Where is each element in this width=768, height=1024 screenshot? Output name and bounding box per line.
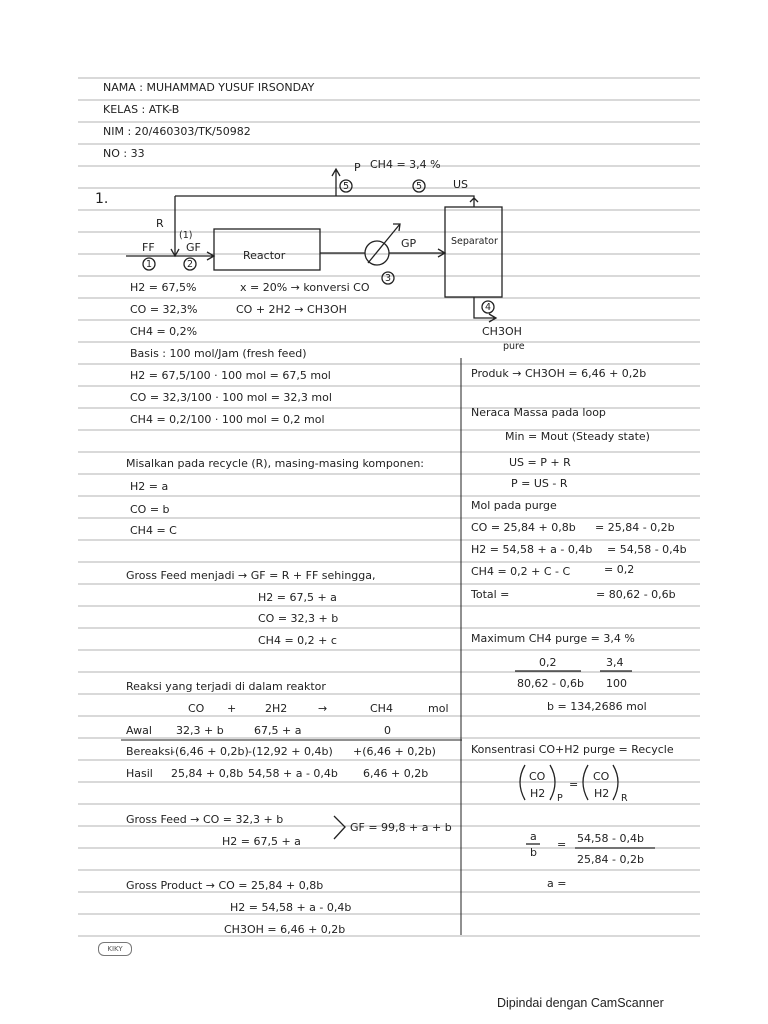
reaction-equation: CO + 2H2 → CH3OH: [236, 303, 347, 316]
stream-5-top-label: 5: [343, 181, 350, 192]
ab-equals: =: [557, 838, 567, 851]
awal-co: 32,3 + b: [176, 724, 224, 737]
reactor-label: Reactor: [243, 249, 286, 262]
misalkan-text: Misalkan pada recycle (R), masing-masing komponen:: [126, 457, 425, 470]
basis-h2: H2 = 67,5/100 · 100 mol = 67,5 mol: [130, 369, 331, 382]
stream-1-label: 1: [146, 259, 153, 270]
student-nim: NIM : 20/460303/TK/50982: [103, 125, 251, 138]
us-label: US: [453, 178, 469, 191]
ab-num: a: [530, 830, 537, 843]
purge-h2-lhs: H2 = 54,58 + a - 0,4b: [471, 543, 593, 556]
stream-2-label: 2: [187, 259, 194, 270]
conversion-note: x = 20% → konversi CO: [240, 281, 370, 294]
awal-ch4: 0: [384, 724, 391, 737]
purge-total-lhs: Total =: [471, 588, 510, 601]
purge-label: P: [354, 161, 361, 174]
recycle-label: R: [156, 217, 164, 230]
purge-co-lhs: CO = 25,84 + 0,8b: [471, 521, 576, 534]
maximum-purge: Maximum CH4 purge = 3,4 %: [471, 632, 635, 645]
basis-line: Basis : 100 mol/Jam (fresh feed): [130, 347, 307, 360]
ratio-p-sub: P: [557, 793, 563, 804]
gf-label: GF: [186, 241, 201, 254]
recycle-h2: H2 = a: [130, 480, 169, 493]
awal-h2: 67,5 + a: [254, 724, 302, 737]
separator-label: Separator: [451, 236, 498, 247]
stream-4-label: 4: [485, 302, 492, 313]
a-equals: a =: [547, 877, 567, 890]
purge-ch4-lhs: CH4 = 0,2 + C - C: [471, 565, 571, 578]
rx-plus: +: [227, 702, 237, 715]
bereaksi-h2: -(12,92 + 0,4b): [248, 745, 333, 758]
gross-feed-intro: Gross Feed menjadi → GF = R + FF sehingga,: [126, 569, 376, 582]
bereaksi-co: -(6,46 + 0,2b): [171, 745, 249, 758]
gross-feed-ch4: CH4 = 0,2 + c: [258, 634, 337, 647]
frac-left-num: 0,2: [539, 656, 557, 669]
frac-right-den: 100: [606, 677, 627, 690]
product-sub-label: pure: [503, 341, 525, 352]
gp-label: GP: [401, 237, 417, 250]
rx-arrow: →: [318, 702, 328, 715]
purge-total-rhs: = 80,62 - 0,6b: [596, 588, 676, 601]
frac-left-den: 80,62 - 0,6b: [517, 677, 584, 690]
us-eq: US = P + R: [509, 456, 571, 469]
ab-rhs-num: 54,58 - 0,4b: [577, 832, 644, 845]
compressor-arrow: [368, 224, 400, 263]
notebook-brand-logo: KIKY: [98, 942, 132, 956]
ratio-r-sub: R: [621, 793, 628, 804]
hasil-h2: 54,58 + a - 0,4b: [248, 767, 338, 780]
gross-feed-2-co: Gross Feed → CO = 32,3 + b: [126, 813, 284, 826]
ab-den: b: [530, 846, 537, 859]
recycle-co: CO = b: [130, 503, 170, 516]
feed-h2: H2 = 67,5%: [130, 281, 197, 294]
rx-ch4: CH4: [370, 702, 393, 715]
stream-line-top-separator: [175, 196, 478, 207]
ratio-p-num: CO: [529, 770, 546, 783]
row-hasil-label: Hasil: [126, 767, 153, 780]
konsentrasi-line: Konsentrasi CO+H2 purge = Recycle: [471, 743, 674, 756]
basis-co: CO = 32,3/100 · 100 mol = 32,3 mol: [130, 391, 332, 404]
bereaksi-ch4: +(6,46 + 0,2b): [353, 745, 436, 758]
problem-number: 1.: [95, 191, 109, 207]
separator-box: [445, 207, 502, 297]
produk-line: Produk → CH3OH = 6,46 + 0,2b: [471, 367, 647, 380]
ratio-p-den: H2: [530, 787, 546, 800]
ratio-r-num: CO: [593, 770, 610, 783]
ff-label: FF: [142, 241, 155, 254]
gross-feed-bracket: [334, 816, 345, 839]
p-eq: P = US - R: [511, 477, 568, 490]
purge-ch4-spec: CH4 = 3,4 %: [370, 158, 441, 171]
gross-feed-2-h2: H2 = 67,5 + a: [222, 835, 301, 848]
gross-product-ch3oh: CH3OH = 6,46 + 0,2b: [224, 923, 346, 936]
student-name: NAMA : MUHAMMAD YUSUF IRSONDAY: [103, 81, 315, 94]
neraca-title: Neraca Massa pada loop: [471, 406, 606, 419]
camscanner-footer: Dipindai dengan CamScanner: [497, 996, 664, 1010]
hasil-co: 25,84 + 0,8b: [171, 767, 244, 780]
gross-feed-co: CO = 32,3 + b: [258, 612, 339, 625]
feed-co: CO = 32,3%: [130, 303, 198, 316]
stream-line-purge: [332, 169, 340, 196]
row-bereaksi-label: Bereaksi: [126, 745, 174, 758]
rx-co: CO: [188, 702, 205, 715]
ratio-equals: =: [569, 778, 579, 791]
stream-5-mid-label: 5: [416, 181, 423, 192]
stream-line-recycle: [171, 196, 179, 256]
row-awal-label: Awal: [126, 724, 152, 737]
stream-line-reactor-to-separator: [320, 249, 445, 257]
student-class: KELAS : ATK-B: [103, 103, 180, 116]
ab-rhs-den: 25,84 - 0,2b: [577, 853, 644, 866]
product-label: CH3OH: [482, 325, 522, 338]
purge-co-rhs: = 25,84 - 0,2b: [595, 521, 675, 534]
mol-purge-title: Mol pada purge: [471, 499, 557, 512]
rx-mol: mol: [428, 702, 449, 715]
gross-feed-2-sum: GF = 99,8 + a + b: [350, 821, 452, 834]
gross-product-co: Gross Product → CO = 25,84 + 0,8b: [126, 879, 324, 892]
stream-3-label: 3: [385, 273, 392, 284]
ratio-r-den: H2: [594, 787, 610, 800]
frac-right-num: 3,4: [606, 656, 624, 669]
gross-feed-h2: H2 = 67,5 + a: [258, 591, 337, 604]
b-result: b = 134,2686 mol: [547, 700, 647, 713]
recycle-ch4: CH4 = C: [130, 524, 177, 537]
min-mout-eq: Min = Mout (Steady state): [505, 430, 650, 443]
purge-h2-rhs: = 54,58 - 0,4b: [607, 543, 687, 556]
feed-ch4: CH4 = 0,2%: [130, 325, 198, 338]
reaction-title: Reaksi yang terjadi di dalam reaktor: [126, 680, 326, 693]
stream-1-paren-label: (1): [179, 230, 193, 241]
student-number: NO : 33: [103, 147, 145, 160]
basis-ch4: CH4 = 0,2/100 · 100 mol = 0,2 mol: [130, 413, 325, 426]
gross-product-h2: H2 = 54,58 + a - 0,4b: [230, 901, 352, 914]
rx-2h2: 2H2: [265, 702, 288, 715]
hasil-ch4: 6,46 + 0,2b: [363, 767, 429, 780]
purge-ch4-rhs: = 0,2: [604, 563, 635, 576]
